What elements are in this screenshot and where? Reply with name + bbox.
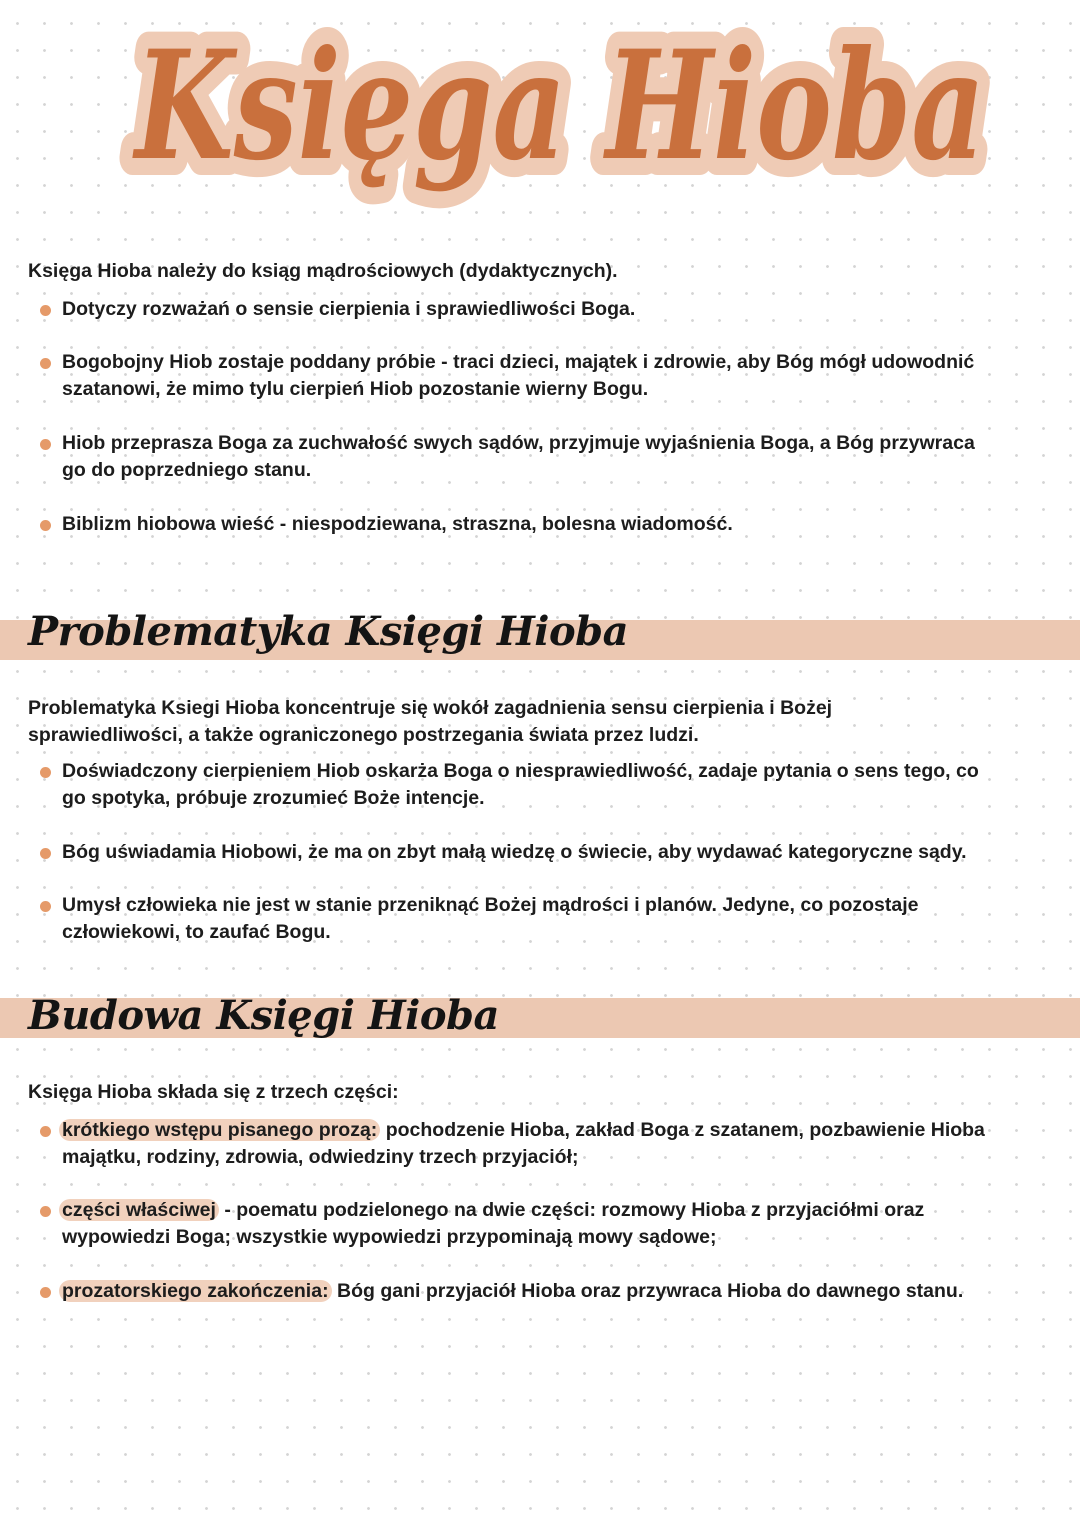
title-banner — [0, 0, 1080, 240]
bullet-dot — [40, 767, 51, 778]
page-title: Księga Hioba — [131, 18, 986, 194]
problematyka-bullet-2: Bóg uświadamia Hiobowi, że ma on zbyt małą wiedzę o świecie, aby wydawać kategoryczne sądy. — [40, 839, 1060, 866]
title-svg — [0, 0, 1080, 240]
intro-bullet-2: Bogobojny Hiob zostaje poddany próbie - traci dzieci, majątek i zdrowie, aby Bóg mógł udowodnić szatanowi, że mimo tylu cierpień Hiob pozostanie wierny Bogu. — [40, 349, 1060, 403]
bullet-dot — [40, 520, 51, 531]
bullet-dot — [40, 358, 51, 369]
bullet-dot — [40, 1126, 51, 1137]
budowa-bullet-2: części właściwej - poematu podzielonego na dwie części: rozmowy Hioba z przyjaciółmi oraz wypowiedzi Boga; wszystkie wypowiedzi przypominają mowy sądowe; — [40, 1197, 1060, 1251]
intro-text: Księga Hioba należy do ksiąg mądrościowych (dydaktycznych). — [28, 260, 618, 282]
problematyka-bullet-3: Umysł człowieka nie jest w stanie przeniknąć Bożej mądrości i planów. Jedyne, co pozostaje człowiekowi, to zaufać Bogu. — [40, 892, 1060, 946]
intro-bullet-3: Hiob przeprasza Boga za zuchwałość swych sądów, przyjmuje wyjaśnienia Boga, a Bóg przywraca go do poprzedniego stanu. — [40, 430, 1060, 484]
highlight-term: prozatorskiego zakończenia: — [59, 1280, 332, 1302]
bullet-dot — [40, 439, 51, 450]
budowa-text: Księga Hioba składa się z trzech części: — [28, 1081, 399, 1103]
bullet-dot — [40, 305, 51, 316]
budowa-bullet-3: prozatorskiego zakończenia: Bóg gani przyjaciół Hioba oraz przywraca Hioba do dawnego stanu. — [40, 1278, 1060, 1305]
intro-bullet-1: Dotyczy rozważań o sensie cierpienia i sprawiedliwości Boga. — [40, 296, 1060, 323]
bullet-dot — [40, 1287, 51, 1298]
highlight-term: krótkiego wstępu pisanego prozą: — [59, 1119, 380, 1141]
problematyka-text: Problematyka Ksiegi Hioba koncentruje się wokół zagadnienia sensu cierpienia i Bożej sprawiedliwości, a także ograniczonego postrzegania świata przez ludzi. — [28, 697, 833, 746]
section-heading-problematyka: Problematyka Księgi Hioba — [28, 608, 629, 655]
page-title-shadow: Księga Hioba — [131, 18, 986, 194]
section-heading-budowa: Budowa Księgi Hioba — [28, 992, 499, 1039]
highlight-term: części właściwej — [59, 1199, 219, 1221]
bullet-dot — [40, 1206, 51, 1217]
bullet-dot — [40, 848, 51, 859]
budowa-bullet-1: krótkiego wstępu pisanego prozą: pochodzenie Hioba, zakład Boga z szatanem, pozbawienie Hioba majątku, rodziny, zdrowia, odwiedziny trzech przyjaciół; — [40, 1117, 1060, 1171]
intro-bullet-4: Biblizm hiobowa wieść - niespodziewana, straszna, bolesna wiadomość. — [40, 511, 1060, 538]
problematyka-bullet-1: Doświadczony cierpieniem Hiob oskarża Boga o niesprawiedliwość, zadaje pytania o sens tego, co go spotyka, próbuje zrozumieć Boże intencje. — [40, 758, 1060, 812]
bullet-dot — [40, 901, 51, 912]
